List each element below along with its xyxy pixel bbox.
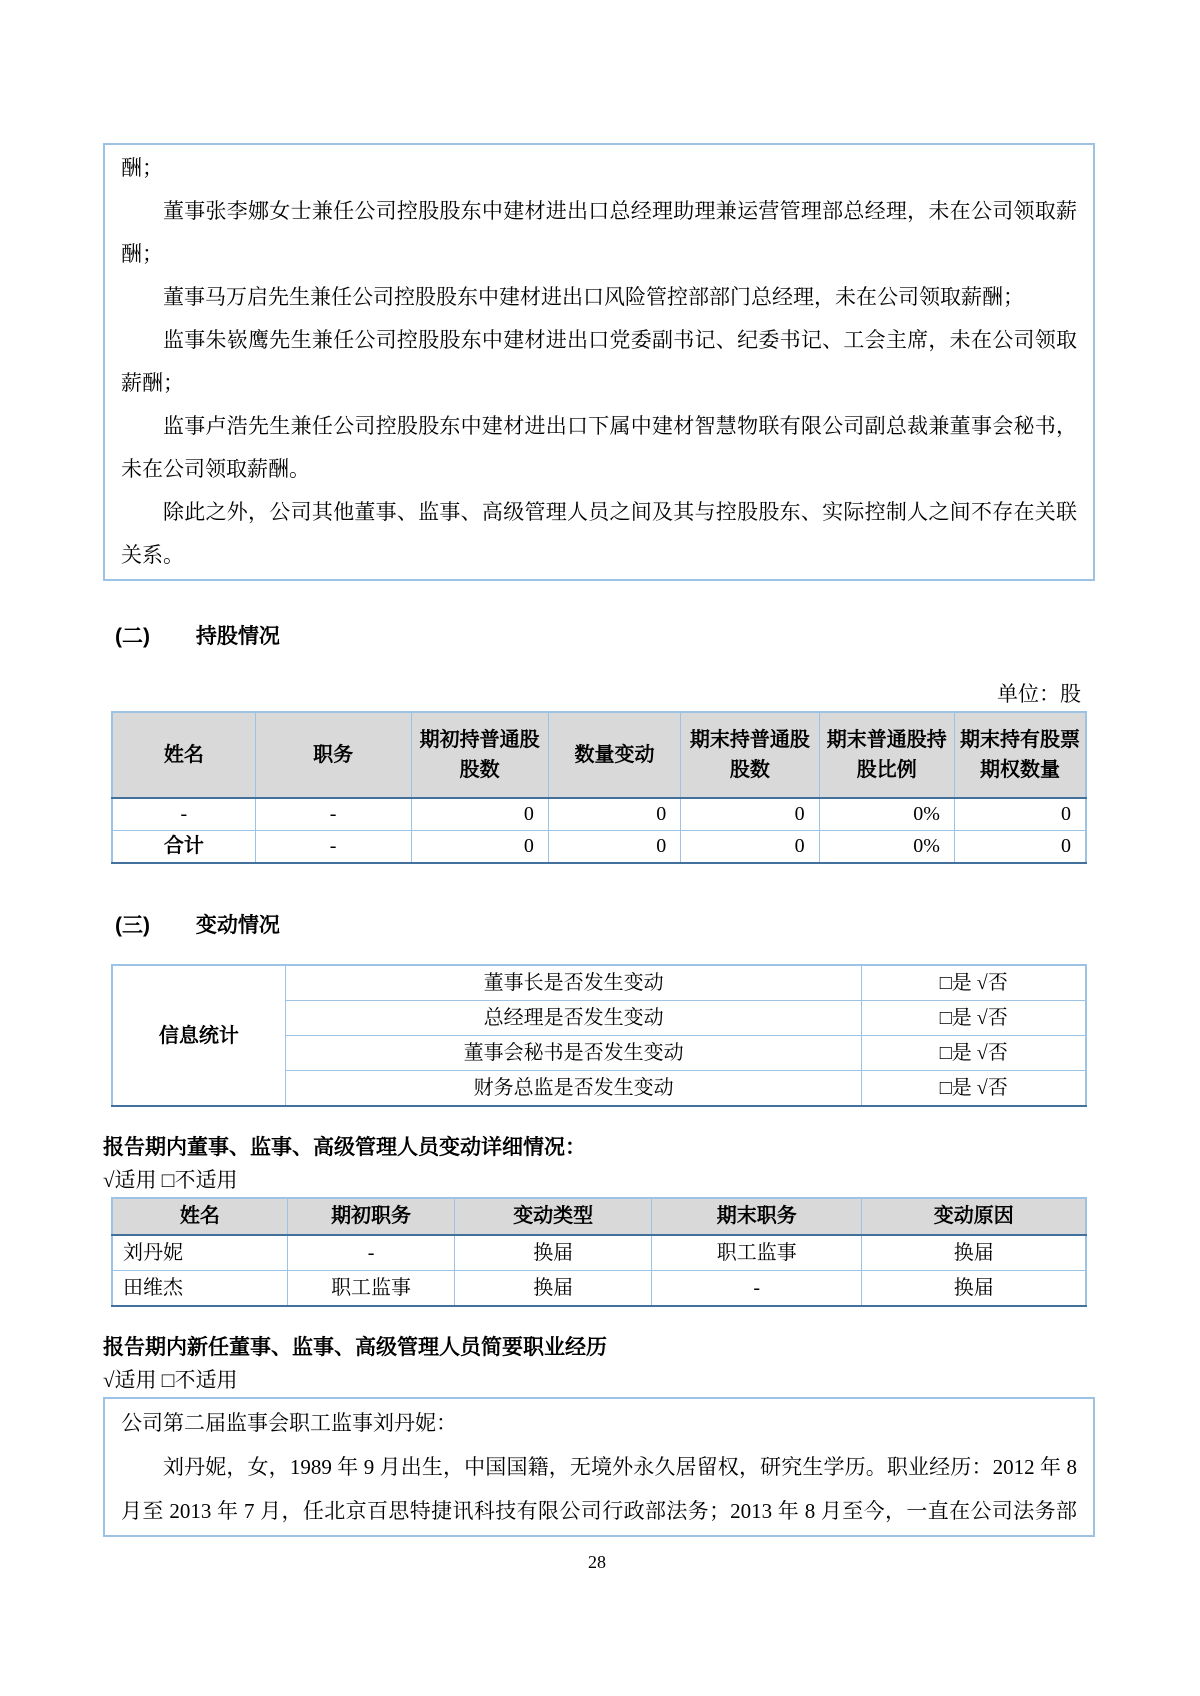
section-title: 持股情况 [195, 625, 280, 648]
info-stats-label: 信息统计 [112, 965, 285, 1106]
col-header-change-type: 变动类型 [455, 1198, 652, 1235]
cell-position-end: - [652, 1271, 862, 1307]
col-header-change: 数量变动 [548, 712, 680, 798]
question-cell: 财务总监是否发生变动 [285, 1071, 862, 1107]
cell-name: 刘丹妮 [112, 1235, 287, 1271]
cell-shares-begin: 0 [411, 798, 548, 831]
cell-position: - [255, 798, 411, 831]
answer-cell: □是 √否 [862, 1001, 1086, 1036]
answer-cell: □是 √否 [862, 1036, 1086, 1071]
cell-options-end: 0 [954, 831, 1086, 864]
col-header-options-end: 期末持有股票期权数量 [954, 712, 1086, 798]
box-line: 监事朱嵚鹰先生兼任公司控股股东中建材进出口党委副书记、纪委书记、工会主席，未在公司领取 [163, 328, 1077, 352]
table-row [112, 798, 1086, 831]
cell-change-reason: 换届 [862, 1271, 1086, 1307]
cell-name: - [112, 798, 255, 831]
box-line: 酬； [121, 156, 163, 180]
cell-name: 田维杰 [112, 1271, 287, 1307]
cell-ratio-end: 0% [819, 798, 954, 831]
section-heading-shareholding [115, 623, 1095, 651]
question-cell: 董事长是否发生变动 [285, 965, 862, 1001]
answer-cell: □是 √否 [862, 1071, 1086, 1107]
col-header-ratio-end: 期末普通股持股比例 [819, 712, 954, 798]
question-cell: 总经理是否发生变动 [285, 1001, 862, 1036]
col-header-position-end: 期末职务 [652, 1198, 862, 1235]
col-header-position-begin: 期初职务 [287, 1198, 455, 1235]
unit-label: 单位：股 [997, 682, 1081, 706]
change-details-applicability: √适用 □不适用 [103, 1168, 238, 1192]
col-header-change-reason: 变动原因 [862, 1198, 1086, 1235]
remuneration-relations-box [103, 143, 1095, 581]
cell-ratio-end: 0% [819, 831, 954, 864]
cell-position-begin: 职工监事 [287, 1271, 455, 1307]
col-header-name: 姓名 [112, 1198, 287, 1235]
question-cell: 董事会秘书是否发生变动 [285, 1036, 862, 1071]
col-header-name: 姓名 [112, 712, 255, 798]
cell-change-type: 换届 [455, 1235, 652, 1271]
box-line: 除此之外，公司其他董事、监事、高级管理人员之间及其与控股股东、实际控制人之间不存在关联 [163, 500, 1077, 524]
cell-position-end: 职工监事 [652, 1235, 862, 1271]
table-row [112, 1271, 1086, 1307]
box-line: 薪酬； [121, 371, 184, 395]
table-header-row [112, 1198, 1086, 1235]
section-marker: (二) [115, 625, 150, 648]
table-row-total [112, 831, 1086, 864]
cell-change-reason: 换届 [862, 1235, 1086, 1271]
cell-change: 0 [548, 798, 680, 831]
box-line: 酬； [121, 242, 163, 266]
box-line: 董事张李娜女士兼任公司控股股东中建材进出口总经理助理兼运营管理部总经理，未在公司领取薪 [163, 199, 1077, 223]
change-details-table [111, 1197, 1087, 1307]
box-line: 关系。 [121, 543, 184, 567]
section-marker: (三) [115, 914, 150, 937]
box-line: 刘丹妮，女，1989 年 9 月出生，中国国籍，无境外永久居留权，研究生学历。职业经历：2012 年 8 [163, 1455, 1077, 1479]
section-title: 变动情况 [195, 914, 280, 937]
change-details-heading: 报告期内董事、监事、高级管理人员变动详细情况： [103, 1136, 586, 1159]
col-header-shares-end: 期末持普通股股数 [681, 712, 819, 798]
table-row [112, 965, 1086, 1001]
box-line: 月至 2013 年 7 月，任北京百思特捷讯科技有限公司行政部法务；2013 年 8 月至今，一直在公司法务部 [121, 1499, 1077, 1523]
box-line: 未在公司领取薪酬。 [121, 457, 310, 481]
info-statistics-table [111, 964, 1087, 1107]
col-header-position: 职务 [255, 712, 411, 798]
cell-options-end: 0 [954, 798, 1086, 831]
cell-shares-end: 0 [681, 831, 819, 864]
cell-position: - [255, 831, 411, 864]
col-header-shares-begin: 期初持普通股股数 [411, 712, 548, 798]
shareholding-table [111, 711, 1087, 864]
cell-change-type: 换届 [455, 1271, 652, 1307]
table-header-row [112, 712, 1086, 798]
answer-cell: □是 √否 [862, 965, 1086, 1001]
cell-shares-end: 0 [681, 798, 819, 831]
box-line: 董事马万启先生兼任公司控股股东中建材进出口风险管控部部门总经理，未在公司领取薪酬； [163, 285, 1024, 309]
box-line: 监事卢浩先生兼任公司控股股东中建材进出口下属中建材智慧物联有限公司副总裁兼董事会秘书， [163, 414, 1077, 438]
table-row [112, 1235, 1086, 1271]
box-line: 公司第二届监事会职工监事刘丹妮： [121, 1411, 457, 1435]
cell-position-begin: - [287, 1235, 455, 1271]
page-number: 28 [588, 1552, 606, 1572]
section-heading-changes [115, 912, 1095, 940]
career-heading: 报告期内新任董事、监事、高级管理人员简要职业经历 [103, 1336, 607, 1359]
cell-change: 0 [548, 831, 680, 864]
cell-total-label: 合计 [112, 831, 255, 864]
cell-shares-begin: 0 [411, 831, 548, 864]
career-applicability: √适用 □不适用 [103, 1368, 238, 1392]
career-box [103, 1397, 1095, 1537]
